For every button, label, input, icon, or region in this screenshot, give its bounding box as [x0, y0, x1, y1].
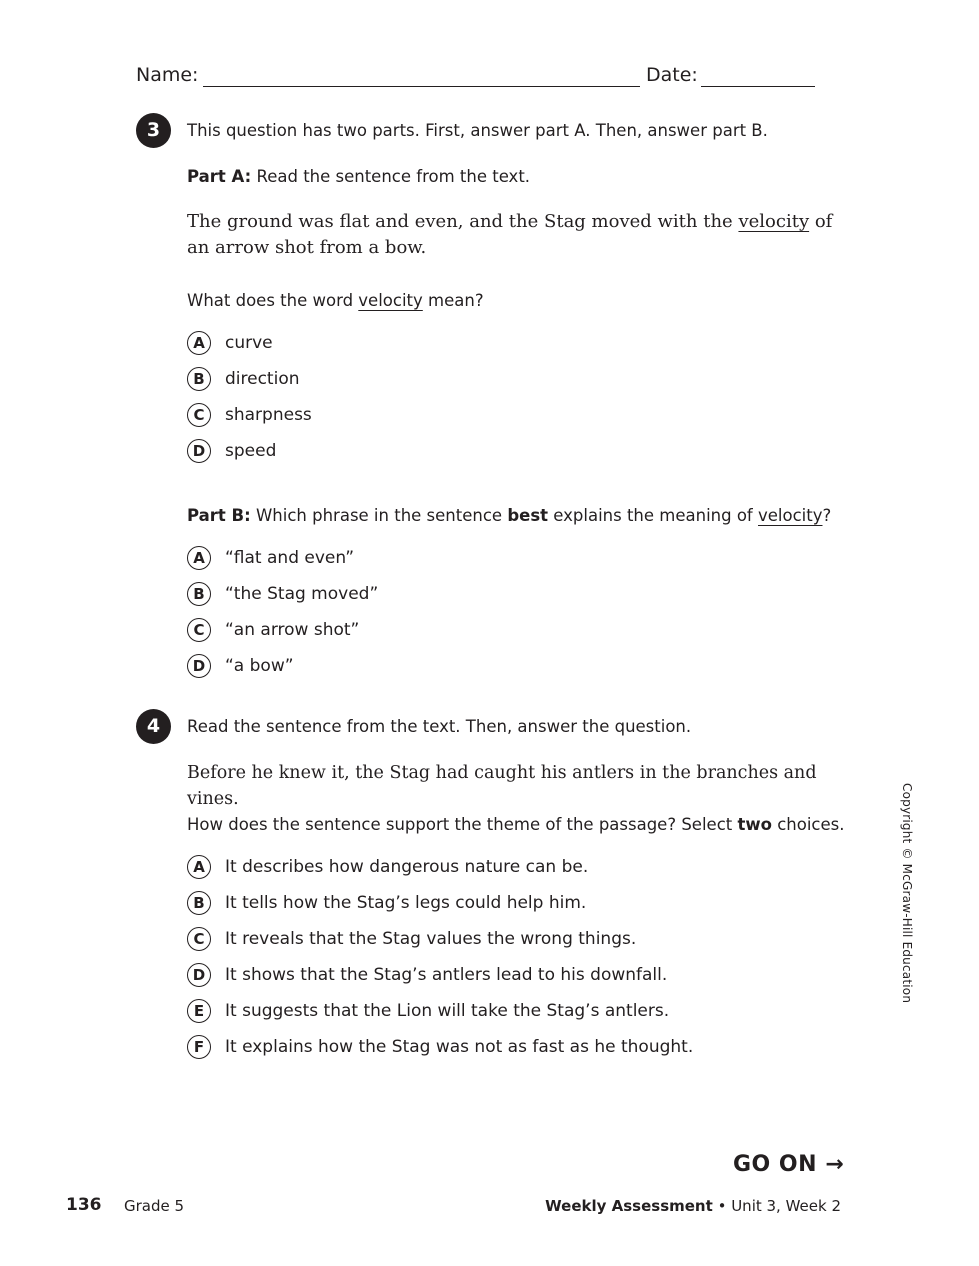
answer-option[interactable]: [187, 651, 378, 681]
answer-bubble[interactable]: B: [187, 891, 211, 915]
bullet-separator: •: [717, 1197, 727, 1215]
q4-intro: Read the sentence from the text. Then, answer the question.: [187, 717, 692, 736]
part-b-question-mark: ?: [822, 506, 832, 525]
part-a-label: Part A:: [187, 167, 252, 186]
part-b-label: Part B:: [187, 506, 251, 525]
unit-week-label: Unit 3, Week 2: [731, 1197, 841, 1215]
question-text: What does the word: [187, 291, 354, 310]
answer-bubble[interactable]: C: [187, 618, 211, 642]
answer-option[interactable]: [187, 400, 312, 430]
question-vocab-word: velocity: [358, 291, 423, 310]
part-b-vocab-word: velocity: [758, 506, 823, 525]
answer-bubble[interactable]: A: [187, 546, 211, 570]
quote-vocab-word: velocity: [738, 211, 810, 232]
answer-bubble[interactable]: B: [187, 367, 211, 391]
answer-bubble[interactable]: C: [187, 403, 211, 427]
copyright-notice: Copyright © McGraw-Hill Education: [900, 783, 914, 1004]
answer-option[interactable]: [187, 1032, 693, 1062]
question-number-badge: 4: [136, 709, 171, 744]
q3-part-b-question: [187, 506, 831, 525]
q4-quote: Before he knew it, the Stag had caught his antlers in the branches and vines.: [187, 763, 817, 809]
q4-question: [187, 815, 844, 834]
question-text-end: choices.: [777, 815, 845, 834]
answer-text: It shows that the Stag’s antlers lead to his downfall.: [225, 965, 668, 985]
answer-text: “flat and even”: [225, 548, 355, 568]
q3-part-b-options: [187, 543, 378, 681]
q3-part-a-instruction: [187, 167, 530, 186]
answer-text: “a bow”: [225, 656, 294, 676]
answer-option[interactable]: [187, 364, 312, 394]
page-number: 136: [66, 1195, 102, 1215]
quote-text: The ground was flat and even, and the Stag moved with the: [187, 211, 733, 232]
answer-text: “an arrow shot”: [225, 620, 360, 640]
go-on-indicator: [733, 1152, 844, 1177]
answer-option[interactable]: [187, 888, 693, 918]
assessment-title: Weekly Assessment: [545, 1197, 713, 1215]
answer-option[interactable]: [187, 579, 378, 609]
name-field[interactable]: [203, 86, 640, 87]
answer-bubble[interactable]: B: [187, 582, 211, 606]
name-label: Name:: [136, 64, 199, 86]
answer-option[interactable]: [187, 615, 378, 645]
part-b-text: Which phrase in the sentence: [255, 506, 503, 525]
quote-text-end: of an arrow shot from a bow.: [187, 211, 833, 258]
answer-bubble[interactable]: D: [187, 439, 211, 463]
answer-option[interactable]: [187, 960, 693, 990]
answer-option[interactable]: [187, 924, 693, 954]
answer-text: “the Stag moved”: [225, 584, 379, 604]
question-number-badge: 3: [136, 113, 171, 148]
answer-bubble[interactable]: A: [187, 331, 211, 355]
answer-option[interactable]: [187, 996, 693, 1026]
answer-option[interactable]: [187, 543, 378, 573]
grade-label: Grade 5: [124, 1197, 185, 1215]
answer-text: It suggests that the Lion will take the Stag’s antlers.: [225, 1001, 670, 1021]
answer-text: direction: [225, 369, 300, 389]
q3-quote: [187, 209, 837, 261]
part-b-emphasis: best: [507, 506, 549, 525]
part-b-text-middle: explains the meaning of: [553, 506, 753, 525]
answer-bubble[interactable]: A: [187, 855, 211, 879]
answer-text: curve: [225, 333, 273, 353]
question-emphasis: two: [737, 815, 772, 834]
answer-text: It describes how dangerous nature can be.: [225, 857, 589, 877]
q3-part-a-options: [187, 328, 312, 466]
answer-bubble[interactable]: E: [187, 999, 211, 1023]
arrow-right-icon: →: [825, 1152, 845, 1177]
q3-part-a-question: [187, 291, 484, 310]
q3-intro: This question has two parts. First, answer part A. Then, answer part B.: [187, 121, 768, 140]
answer-option[interactable]: [187, 852, 693, 882]
date-field[interactable]: [701, 86, 815, 87]
answer-option[interactable]: [187, 328, 312, 358]
answer-text: sharpness: [225, 405, 312, 425]
part-a-text: Read the sentence from the text.: [256, 167, 531, 186]
q4-options: [187, 852, 693, 1062]
answer-text: It reveals that the Stag values the wrong things.: [225, 929, 637, 949]
answer-bubble[interactable]: F: [187, 1035, 211, 1059]
answer-bubble[interactable]: D: [187, 963, 211, 987]
answer-text: speed: [225, 441, 277, 461]
date-label: Date:: [646, 64, 698, 86]
answer-bubble[interactable]: D: [187, 654, 211, 678]
assessment-info: [545, 1197, 841, 1215]
question-text-end: mean?: [428, 291, 484, 310]
answer-text: It tells how the Stag’s legs could help him.: [225, 893, 587, 913]
question-text: How does the sentence support the theme of the passage? Select: [187, 815, 733, 834]
go-on-text: GO ON: [733, 1152, 818, 1177]
answer-text: It explains how the Stag was not as fast as he thought.: [225, 1037, 694, 1057]
answer-option[interactable]: [187, 436, 312, 466]
answer-bubble[interactable]: C: [187, 927, 211, 951]
